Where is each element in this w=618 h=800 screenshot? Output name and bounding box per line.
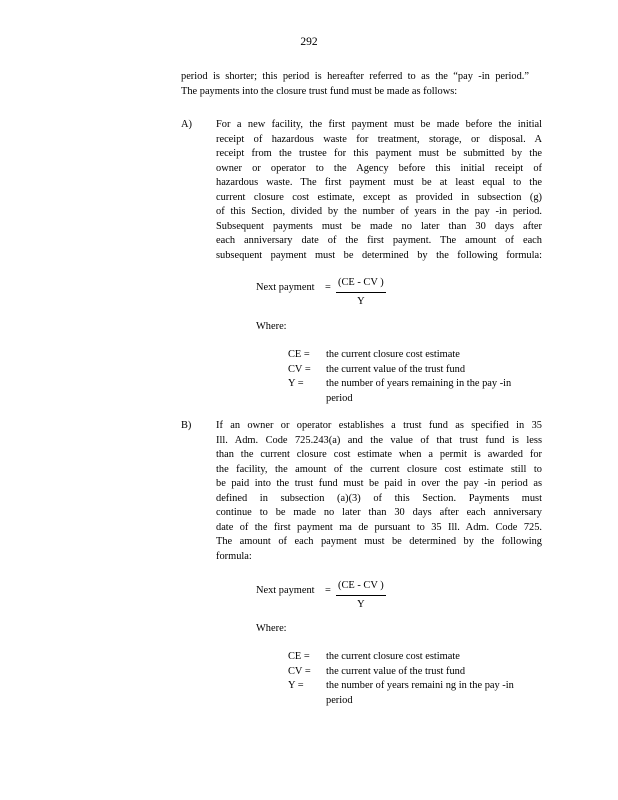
section-b-paragraph (216, 419, 542, 564)
paragraph-line: defined in subsection (a)(3) of this Section. Payments must (216, 492, 542, 504)
paragraph-line: than the current closure cost estimate when a permit is awarded for (216, 449, 542, 460)
formula-equals: = (325, 585, 331, 596)
section-a-formula (256, 277, 456, 311)
definition-symbol: CV = (288, 665, 311, 677)
definition-y-continued (288, 694, 548, 709)
paragraph-line: For a new facility, the first payment must be made before the initial (216, 119, 542, 130)
formula-denominator: Y (357, 295, 365, 307)
section-b-formula (256, 580, 456, 614)
definition-y (288, 679, 548, 694)
definition-y-continued (288, 392, 548, 407)
definition-y (288, 377, 548, 392)
paragraph-line: If an owner or operator establishes a trust fund as specified in 35 (216, 420, 542, 431)
paragraph-line: subsequent payment must be determined by the following formula: (216, 249, 542, 261)
definition-text: period (326, 392, 353, 404)
definition-cv (288, 665, 548, 680)
paragraph-line: Subsequent payments must be made no later than 30 days after (216, 220, 542, 232)
definition-symbol: Y = (288, 680, 304, 691)
definition-ce (288, 348, 548, 363)
definition-text: the current closure cost estimate (326, 651, 460, 662)
definition-ce (288, 650, 548, 665)
formula-fraction (336, 276, 386, 309)
formula-fraction (336, 579, 386, 612)
formula-denominator: Y (357, 598, 365, 610)
intro-paragraph (181, 70, 529, 99)
definition-text: the number of years remaini ng in the pay -in (326, 680, 514, 691)
definition-symbol: CE = (288, 651, 310, 662)
definition-text: the current value of the trust fund (326, 665, 466, 677)
definition-symbol: Y = (288, 378, 304, 389)
section-b-label: B) (181, 420, 192, 431)
definition-symbol: CE = (288, 349, 310, 360)
definition-cv (288, 363, 548, 378)
formula-equals: = (325, 282, 331, 293)
intro-line: period is shorter; this period is hereafter referred to as the “pay -in period.” (181, 71, 529, 82)
paragraph-line: hazardous waste. The first payment must be at least equal to the (216, 177, 542, 188)
paragraph-line: Ill. Adm. Code 725.243(a) and the value of that trust fund is less (216, 434, 542, 446)
paragraph-line: date of the first payment ma de pursuant to 35 Ill. Adm. Code 725. (216, 521, 542, 533)
section-a-label: A) (181, 119, 192, 130)
paragraph-line: owner or operator to the Agency before this initial receipt of (216, 162, 542, 174)
page-number: 292 (300, 36, 318, 48)
definition-symbol: CV = (288, 363, 311, 375)
intro-line: The payments into the closure trust fund must be made as follows: (181, 85, 458, 97)
section-a-definitions (288, 348, 548, 406)
paragraph-line: The amount of each payment must be determined by the following (216, 536, 542, 547)
definition-text: the current closure cost estimate (326, 349, 460, 360)
paragraph-line: current closure cost estimate, except as provided in subsection (g) (216, 191, 542, 203)
formula-lhs: Next payment (256, 585, 315, 596)
paragraph-line: formula: (216, 550, 252, 562)
section-b-where: Where: (256, 623, 287, 634)
paragraph-line: be paid into the trust fund must be paid in over the pay -in period as (216, 478, 542, 489)
definition-text: period (326, 694, 353, 706)
formula-lhs: Next payment (256, 282, 315, 293)
section-a-where: Where: (256, 321, 287, 332)
definition-text: the number of years remaining in the pay -in (326, 378, 512, 389)
section-a-paragraph (216, 118, 542, 263)
paragraph-line: of this Section, divided by the number of years in the pay -in period. (216, 206, 542, 217)
paragraph-line: the facility, the amount of the current closure cost estimate still to (216, 463, 542, 475)
paragraph-line: continue to be made no later than 30 days after each anniversary (216, 507, 542, 518)
definition-text: the current value of the trust fund (326, 363, 466, 375)
formula-numerator: (CE - CV ) (336, 579, 386, 596)
section-b-definitions (288, 650, 548, 708)
paragraph-line: receipt from the trustee for this payment must be submitted by the (216, 148, 542, 159)
paragraph-line: each anniversary date of the first payment. The amount of each (216, 235, 542, 246)
paragraph-line: receipt of hazardous waste for treatment, storage, or disposal. A (216, 133, 542, 145)
formula-numerator: (CE - CV ) (336, 276, 386, 293)
